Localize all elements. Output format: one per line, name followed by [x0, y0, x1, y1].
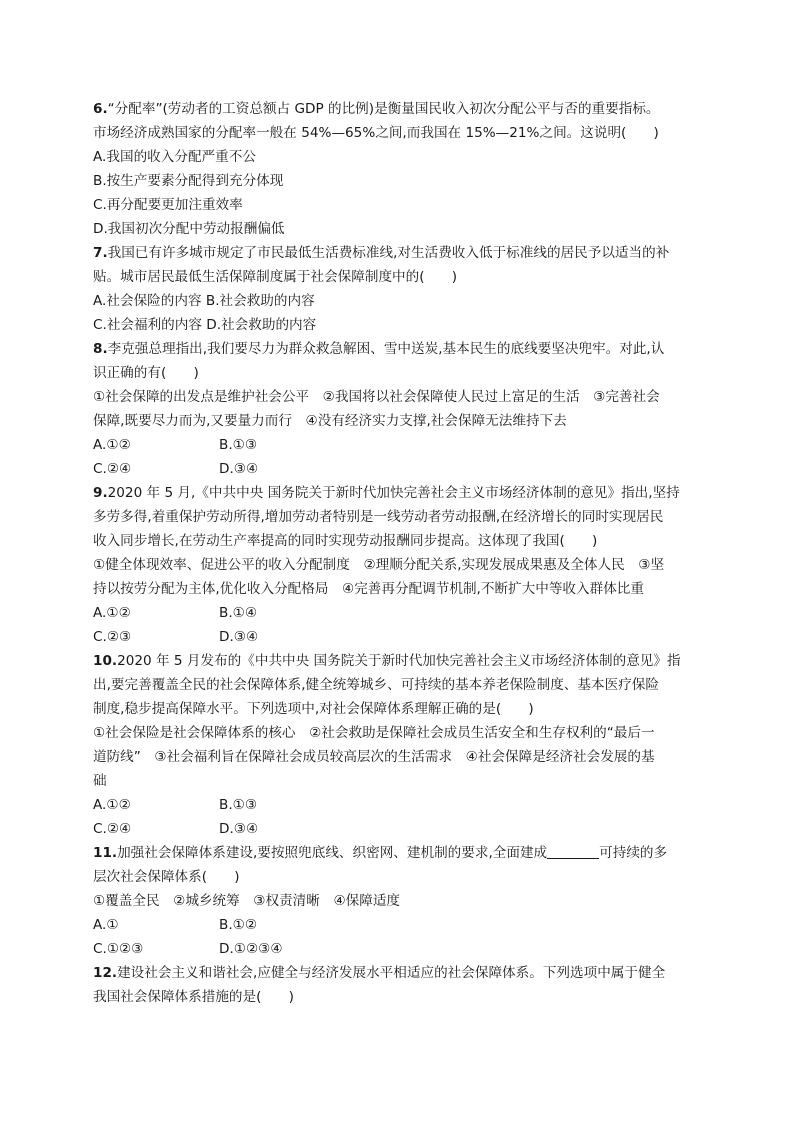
- q10-line-2: 出,要完善覆盖全民的社会保障体系,健全统筹城乡、可持续的基本养老保险制度、基本医疗保险: [93, 677, 659, 693]
- q10-line-1: [93, 649, 681, 673]
- q6-option-a: A.我国的收入分配严重不公: [93, 149, 256, 165]
- q11-option-c: C.①②③: [93, 941, 144, 957]
- q9-line-3: 收入同步增长,在劳动生产率提高的同时实现劳动报酬同步提高。这体现了我国( ): [93, 533, 598, 549]
- q8-statement-1: ①社会保障的出发点是维护社会公平 ②我国将以社会保障使人民过上富足的生活 ③完善社会: [93, 389, 660, 405]
- question-text: 我国已有许多城市规定了市民最低生活费标准线,对生活费收入低于标准线的居民予以适当的补: [107, 245, 670, 261]
- question-text-cont: 可持续的多: [599, 845, 668, 861]
- q8-options-ab: [93, 433, 258, 457]
- q10-statement-1: ①社会保险是社会保障体系的核心 ②社会救助是保障社会成员生活安全和生存权利的“最后一: [93, 725, 655, 741]
- q10-statement-2: 道防线” ③社会福利旨在保障社会成员较高层次的生活需求 ④社会保障是经济社会发展的基: [93, 749, 655, 765]
- q8-option-b: B.①③: [219, 437, 258, 453]
- q9-option-d: D.③④: [219, 629, 259, 645]
- q6-option-c: C.再分配要更加注重效率: [93, 197, 243, 213]
- q11-option-a: A.①: [93, 917, 119, 933]
- question-number: 10.: [93, 653, 118, 669]
- q7-line-1: [93, 241, 669, 265]
- question-number: 11.: [93, 845, 118, 861]
- q9-option-c: C.②③: [93, 629, 132, 645]
- q10-options-ab: [93, 793, 258, 817]
- question-text: 2020 年 5 月,《中共中央 国务院关于新时代加快完善社会主义市场经济体制的意见》指出,坚持: [107, 485, 680, 501]
- q8-line-1: [93, 337, 664, 361]
- q9-options-cd: [93, 625, 259, 649]
- q10-option-d: D.③④: [219, 821, 259, 837]
- question-text: 建设社会主义和谐社会,应健全与经济发展水平相适应的社会保障体系。下列选项中属于健全: [117, 965, 666, 981]
- q6-option-b: B.按生产要素分配得到充分体现: [93, 173, 284, 189]
- q10-option-b: B.①③: [219, 797, 258, 813]
- q8-option-d: D.③④: [219, 461, 259, 477]
- q7-line-2: 贴。城市居民最低生活保障制度属于社会保障制度中的( ): [93, 269, 458, 285]
- question-number: 7.: [93, 245, 108, 261]
- q7-option-b: B.社会救助的内容: [205, 293, 315, 309]
- q11-statements: ①覆盖全民 ②城乡统筹 ③权责清晰 ④保障适度: [93, 893, 401, 909]
- q9-statement-1: ①健全体现效率、促进公平的收入分配制度 ②理顺分配关系,实现发展成果惠及全体人民 ③坚: [93, 557, 665, 573]
- q6-option-d: D.我国初次分配中劳动报酬偏低: [93, 221, 285, 237]
- q8-option-a: A.①②: [93, 437, 131, 453]
- q8-statement-2: 保障,既要尽力而为,又要量力而行 ④没有经济实力支撑,社会保障无法维持下去: [93, 413, 567, 429]
- question-text: 加强社会保障体系建设,要按照兜底线、织密网、建机制的要求,全面建成: [117, 845, 548, 861]
- question-text: 2020 年 5 月发布的《中共中央 国务院关于新时代加快完善社会主义市场经济体制的意见》指: [117, 653, 681, 669]
- q9-line-2: 多劳多得,着重保护劳动所得,增加劳动者特别是一线劳动者劳动报酬,在经济增长的同时实现居民: [93, 509, 664, 525]
- q7-option-c: C.社会福利的内容: [93, 317, 202, 333]
- q9-option-a: A.①②: [93, 605, 131, 621]
- q7-options-ab: [93, 289, 315, 313]
- fill-blank: [547, 844, 599, 859]
- q11-option-d: D.①②③④: [219, 941, 283, 957]
- q9-options-ab: [93, 601, 258, 625]
- q8-line-2: 识正确的有( ): [93, 365, 199, 381]
- question-number: 6.: [93, 101, 108, 117]
- q8-option-c: C.②④: [93, 461, 132, 477]
- q10-options-cd: [93, 817, 259, 841]
- question-number: 9.: [93, 485, 108, 501]
- q11-options-ab: [93, 913, 258, 937]
- q11-line-1: [93, 841, 667, 865]
- question-number: 12.: [93, 965, 118, 981]
- question-text: 李克强总理指出,我们要尽力为群众救急解困、雪中送炭,基本民生的底线要坚决兜牢。对此,认: [107, 341, 665, 357]
- q10-line-3: 制度,稳步提高保障水平。下列选项中,对社会保障体系理解正确的是( ): [93, 701, 534, 717]
- q8-options-cd: [93, 457, 259, 481]
- q11-option-b: B.①②: [219, 917, 258, 933]
- q7-option-d: D.社会救助的内容: [206, 317, 317, 333]
- question-number: 8.: [93, 341, 108, 357]
- q9-statement-2: 持以按劳分配为主体,优化收入分配格局 ④完善再分配调节机制,不断扩大中等收入群体比重: [93, 581, 644, 597]
- q10-statement-3: 础: [93, 773, 107, 789]
- q10-option-c: C.②④: [93, 821, 132, 837]
- q10-option-a: A.①②: [93, 797, 131, 813]
- q7-option-a: A.社会保险的内容: [93, 293, 202, 309]
- q12-line-1: [93, 961, 665, 985]
- q6-line-1: [93, 97, 660, 121]
- question-text: “分配率”(劳动者的工资总额占 GDP 的比例)是衡量国民收入初次分配公平与否的重要指标。: [107, 101, 660, 117]
- q9-option-b: B.①④: [219, 605, 258, 621]
- q7-options-cd: [93, 313, 316, 337]
- q6-line-2: 市场经济成熟国家的分配率一般在 54%—65%之间,而我国在 15%—21%之间。这说明( ): [93, 125, 659, 141]
- q11-options-cd: [93, 937, 283, 961]
- q11-line-2: 层次社会保障体系( ): [93, 869, 240, 885]
- q12-line-2: 我国社会保障体系措施的是( ): [93, 989, 294, 1005]
- q9-line-1: [93, 481, 680, 505]
